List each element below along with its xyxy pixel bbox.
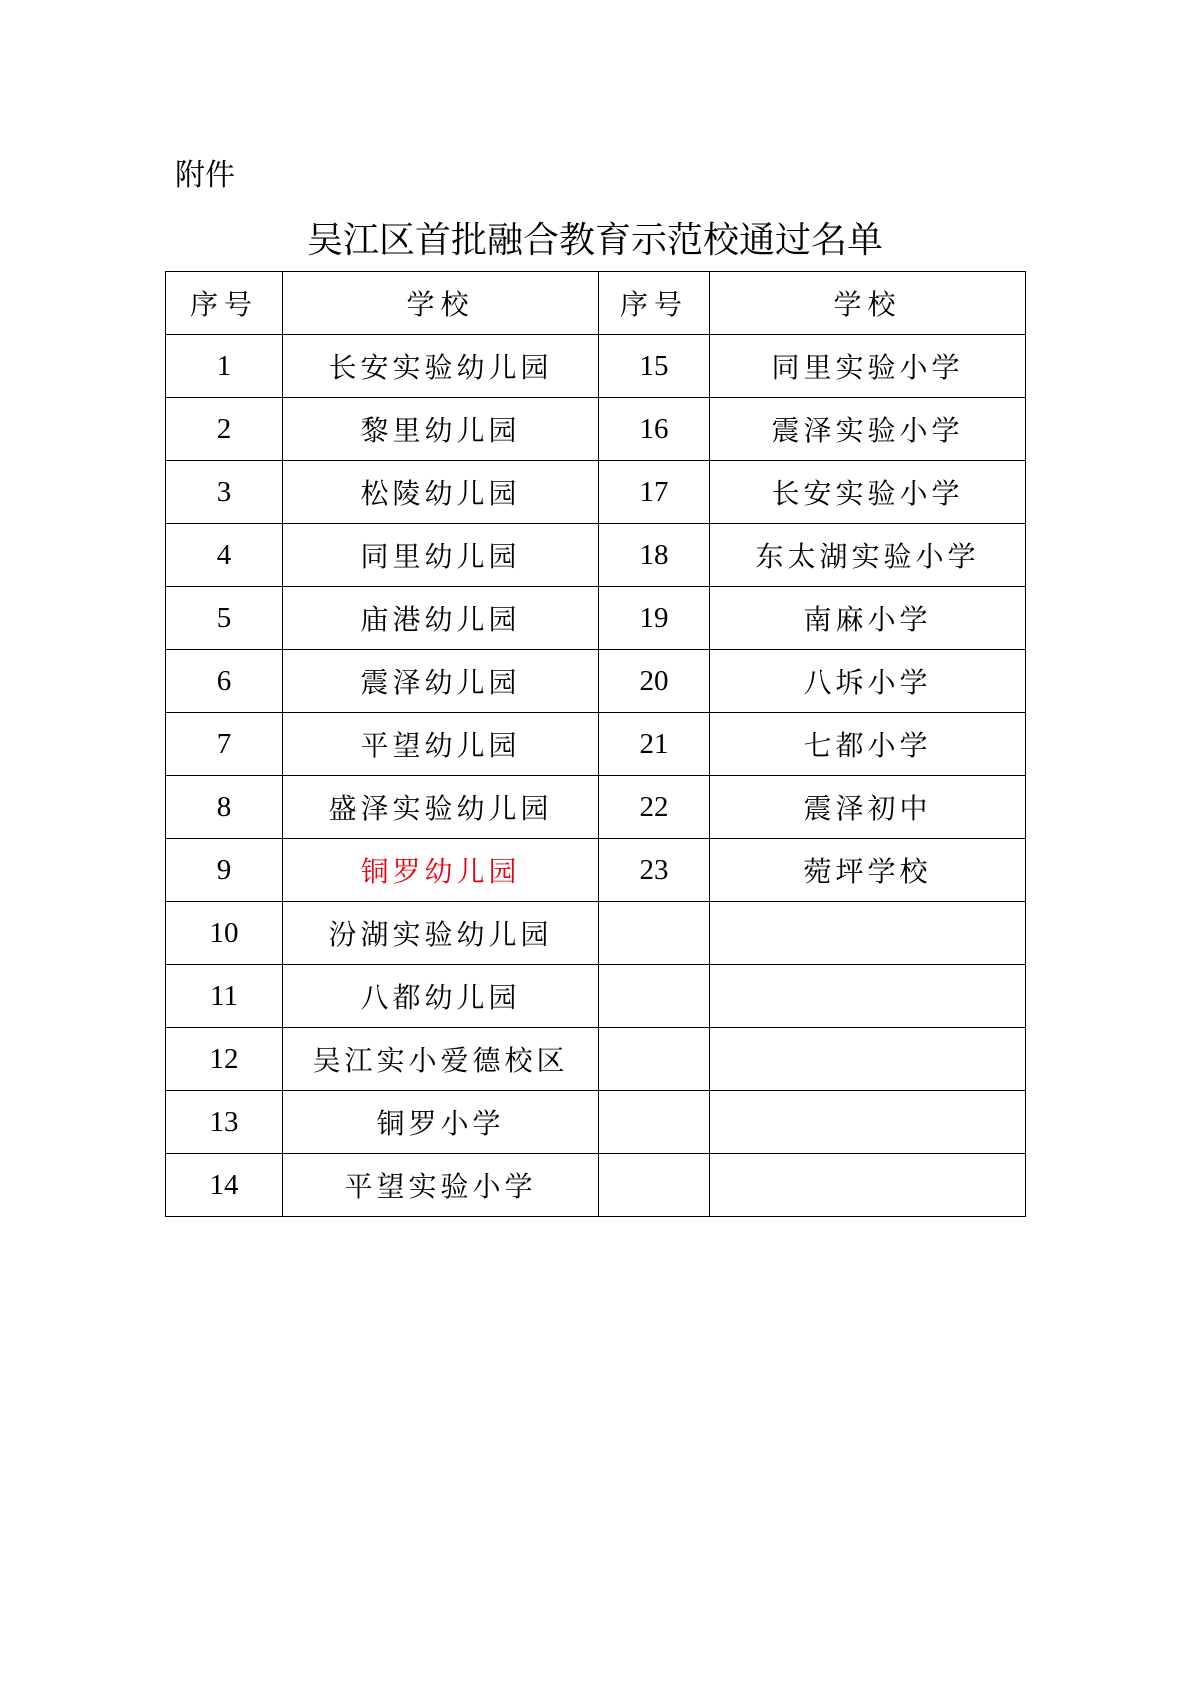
school-cell: 松陵幼儿园 [283,461,599,524]
school-cell: 铜罗小学 [283,1091,599,1154]
attachment-label: 附件 [175,158,235,193]
seq-cell: 16 [599,398,710,461]
school-cell: 震泽幼儿园 [283,650,599,713]
header-seq-left: 序号 [166,272,283,335]
school-cell [710,1028,1026,1091]
seq-cell [599,902,710,965]
table-row [166,1091,1026,1154]
table-row [166,902,1026,965]
seq-cell [599,1028,710,1091]
school-cell: 震泽初中 [710,776,1026,839]
school-cell: 平望实验小学 [283,1154,599,1217]
school-cell: 震泽实验小学 [710,398,1026,461]
table-row [166,776,1026,839]
seq-cell: 2 [166,398,283,461]
seq-cell: 8 [166,776,283,839]
school-cell [710,902,1026,965]
table-row [166,1154,1026,1217]
seq-cell: 9 [166,839,283,902]
seq-cell: 14 [166,1154,283,1217]
seq-cell: 19 [599,587,710,650]
seq-cell: 22 [599,776,710,839]
header-seq-right: 序号 [599,272,710,335]
seq-cell [599,1091,710,1154]
school-cell: 南麻小学 [710,587,1026,650]
table-row [166,965,1026,1028]
seq-cell: 11 [166,965,283,1028]
header-school-right: 学校 [710,272,1026,335]
document-title: 吴江区首批融合教育示范校通过名单 [306,220,883,261]
table-row [166,335,1026,398]
school-cell: 同里实验小学 [710,335,1026,398]
seq-cell: 13 [166,1091,283,1154]
table-row [166,713,1026,776]
school-cell [710,1091,1026,1154]
seq-cell: 20 [599,650,710,713]
seq-cell: 7 [166,713,283,776]
table-row [166,839,1026,902]
seq-cell: 23 [599,839,710,902]
table-row [166,1028,1026,1091]
school-cell: 长安实验小学 [710,461,1026,524]
seq-cell: 3 [166,461,283,524]
table-row [166,587,1026,650]
seq-cell: 12 [166,1028,283,1091]
seq-cell [599,1154,710,1217]
school-cell: 庙港幼儿园 [283,587,599,650]
school-cell: 平望幼儿园 [283,713,599,776]
school-cell: 东太湖实验小学 [710,524,1026,587]
seq-cell: 17 [599,461,710,524]
seq-cell [599,965,710,1028]
table-row [166,524,1026,587]
school-list-table [165,271,1026,1217]
seq-cell: 10 [166,902,283,965]
table-header-row [166,272,1026,335]
school-cell: 八坼小学 [710,650,1026,713]
table-row [166,650,1026,713]
school-cell [710,1154,1026,1217]
school-cell: 黎里幼儿园 [283,398,599,461]
school-cell: 菀坪学校 [710,839,1026,902]
school-cell: 七都小学 [710,713,1026,776]
seq-cell: 18 [599,524,710,587]
school-cell: 八都幼儿园 [283,965,599,1028]
seq-cell: 5 [166,587,283,650]
seq-cell: 1 [166,335,283,398]
school-cell: 汾湖实验幼儿园 [283,902,599,965]
school-cell: 长安实验幼儿园 [283,335,599,398]
school-cell [710,965,1026,1028]
table-row [166,398,1026,461]
seq-cell: 15 [599,335,710,398]
seq-cell: 6 [166,650,283,713]
school-cell-highlighted: 铜罗幼儿园 [283,839,599,902]
seq-cell: 21 [599,713,710,776]
school-cell: 盛泽实验幼儿园 [283,776,599,839]
school-cell: 同里幼儿园 [283,524,599,587]
table-row [166,461,1026,524]
seq-cell: 4 [166,524,283,587]
header-school-left: 学校 [283,272,599,335]
school-cell: 吴江实小爱德校区 [283,1028,599,1091]
